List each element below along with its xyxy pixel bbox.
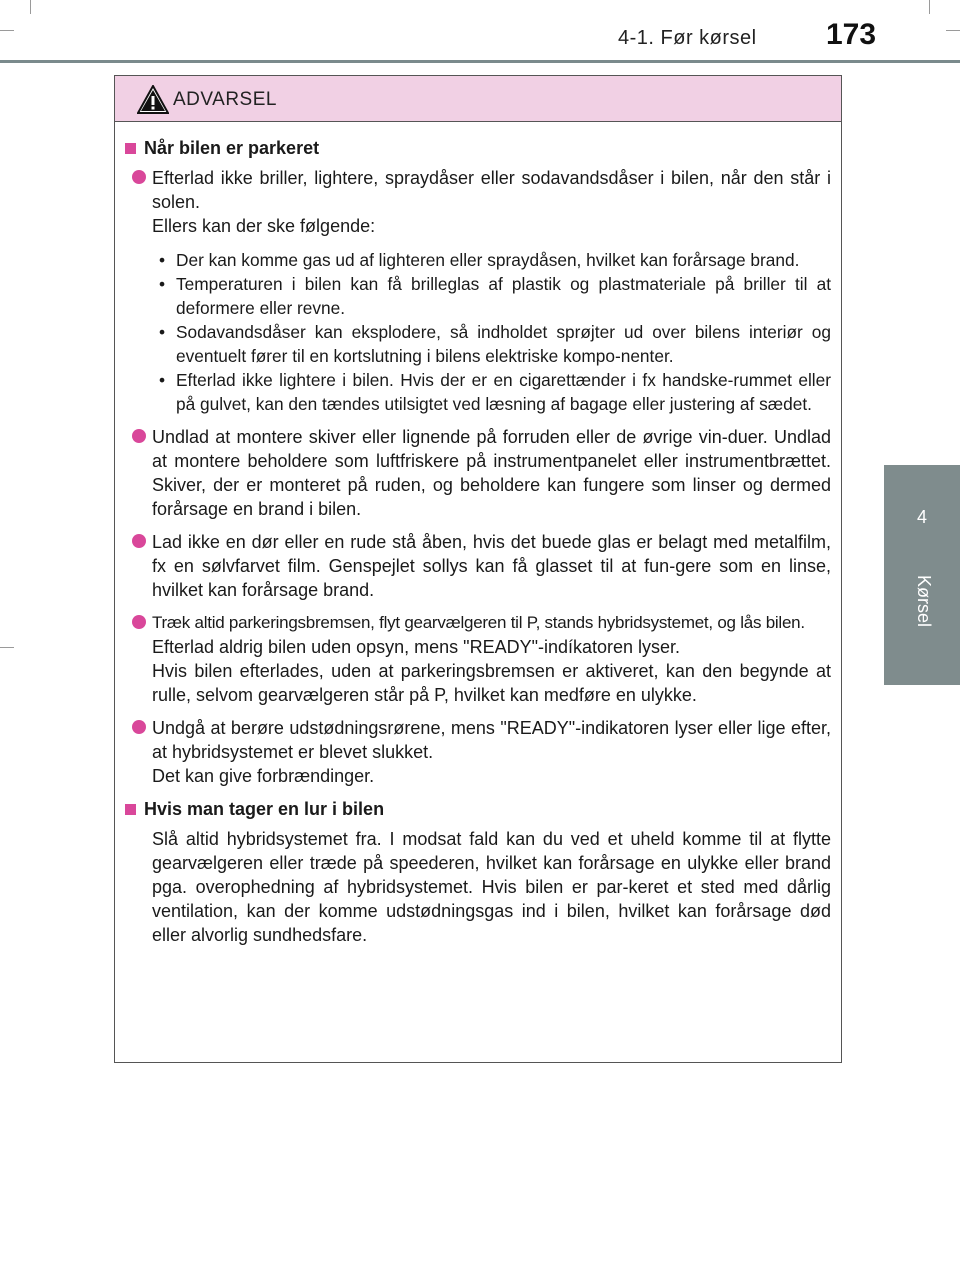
circle-bullet-icon (132, 429, 146, 443)
circle-bullet-icon (132, 615, 146, 629)
paragraph: Lad ikke en dør eller en rude stå åben, hvis det buede glas er belagt med metalfilm, fx en sølvfarvet film. Genspejlet sollys kan få glasset til at fun-gere som en linse, hvilket kan forårsage brand. (152, 532, 831, 600)
sub-list-item: • Sodavandsdåser kan eksplodere, så indholdet sprøjter ud over bilens interiør og eventuelt fører til en kortslutning i bilens elektriske kompo-nenter. (159, 322, 831, 366)
list-item (125, 530, 831, 602)
paragraph: Hvis bilen efterlades, uden at parkeringsbremsen er aktiveret, kan den begynde at rulle, selvom gearvælgeren står på P, hvilket kan medføre en ulykke. (152, 661, 831, 705)
paragraph: Ellers kan der ske følgende: (152, 216, 376, 236)
header-rule (0, 60, 960, 63)
circle-bullet-icon (132, 534, 146, 548)
paragraph: Undgå at berøre udstødningsrørene, mens "READY"-indikatoren lyser eller lige efter, at hybridsystemet er blevet slukket. (152, 718, 831, 762)
warning-title: ADVARSEL (173, 89, 277, 110)
sub-list-item: • Der kan komme gas ud af lighteren eller spraydåsen, hvilket kan forårsage brand. (159, 250, 800, 270)
paragraph: Efterlad aldrig bilen uden opsyn, mens "READY"-indíkatoren lyser. (152, 637, 681, 657)
crop-mark (0, 30, 14, 31)
chapter-label: Kørsel (914, 575, 934, 628)
chapter-side-tab (884, 465, 960, 685)
section-title: Hvis man tager en lur i bilen (125, 797, 831, 821)
paragraph: Slå altid hybridsystemet fra. I modsat fald kan du ved et uheld komme til at flytte gearvælgeren eller træde på speederen, hvilket kan forårsage en ulykke eller brand pga. overophedning af hybridsystemet. Hvis bilen er par-keret et sted med dårlig ventilation, kan der komme udstødningsgas ind i bilen, hvilket kan forårsage død eller alvorlig sundhedsfare. (152, 829, 831, 945)
warning-box (114, 75, 842, 1063)
running-header-section: 4-1. Før kørsel (618, 27, 757, 49)
chapter-number: 4 (916, 507, 927, 527)
circle-bullet-icon (132, 170, 146, 184)
square-bullet-icon (125, 143, 136, 154)
list-item (125, 716, 831, 788)
list-item (125, 425, 831, 521)
paragraph: Efterlad ikke briller, lightere, spraydåser eller sodavandsdåser i bilen, når den står i solen. (152, 168, 831, 212)
sub-list-item: • Efterlad ikke lightere i bilen. Hvis der er en cigarettænder i fx handske-rummet eller på gulvet, kan den tændes utilsigtet ved læsning af bagage eller justering af sædet. (159, 370, 831, 414)
crop-mark (929, 0, 930, 14)
paragraph: Det kan give forbrændinger. (152, 766, 375, 786)
list-item (125, 166, 831, 416)
paragraph: Træk altid parkeringsbremsen, flyt gearvælgeren til P, stands hybridsystemet, og lås bilen. (152, 613, 805, 632)
section-title: Når bilen er parkeret (125, 136, 831, 160)
paragraph: Undlad at montere skiver eller lignende på forruden eller de øvrige vin-duer. Undlad at montere beholdere som luftfriskere på instrumentpanelet eller instrumentbrættet. Skiver, der er monteret på ruden, og beholdere kan fungere som linser og dermed forårsage en brand i bilen. (152, 427, 831, 519)
circle-bullet-icon (132, 720, 146, 734)
list-item (125, 611, 831, 707)
warning-body (115, 122, 841, 947)
warning-triangle-icon (137, 85, 169, 114)
sub-list (152, 248, 831, 416)
warning-header (115, 76, 841, 122)
square-bullet-icon (125, 804, 136, 815)
page-number: 173 (826, 18, 877, 51)
crop-mark (946, 30, 960, 31)
crop-mark (30, 0, 31, 14)
crop-mark (0, 647, 14, 648)
sub-list-item: • Temperaturen i bilen kan få brilleglas af plastik og plastmateriale på briller til at deformere eller revne. (159, 274, 831, 318)
